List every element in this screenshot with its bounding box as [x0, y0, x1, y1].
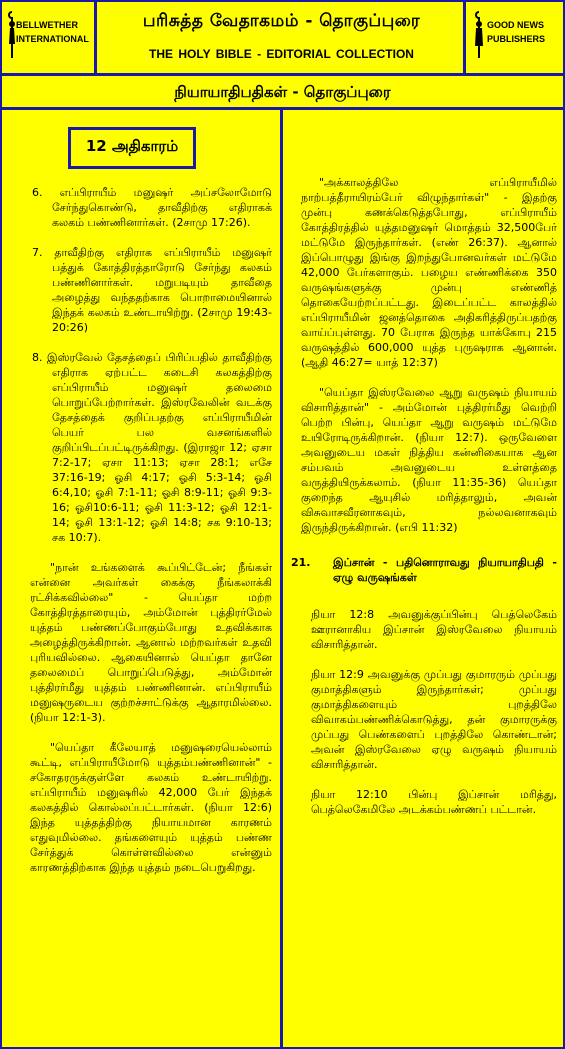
right-column	[291, 113, 557, 832]
title-tamil: பரிசுத்த வேதாகமம் - தொகுப்புரை	[142, 11, 421, 31]
paragraph-quote-2: "யெப்தா கீலேயாத் மனுஷரையெல்லாம் கூட்டி, எப்பிராயீமோடு யுத்தம்பண்ணினான்" - சகோதரருக்குள்ளே கலகம் உண்டாயிற்று. எப்பிராயீம் மனுஷரில் 42,000 பேர் இந்தக் கலகத்தில் கொல்லப்பட்டார்கள். (நியா 12:6) இந்த யுத்தத்திற்கு நியாயமான காரணம் எதுவுமில்லை. தங்களையும் யுத்தம் பண்ண சேர்த்துக் கொள்ளவில்லை என்னும் காரணத்திற்காக இந்த யுத்தம் நடைபெறுகிறது.	[30, 741, 272, 874]
section-title: இப்சான் - பதினொராவது நியாயாதிபதி - ஏழு வருஷங்கள்	[333, 556, 557, 584]
paragraph-7: 7. தாவீதிற்கு எதிராக எப்பிராயீம் மனுஷர் பத்துக் கோத்திரத்தாரோடு சேர்ந்து கலகம் பண்ணினார்கள். மறுபடியும் தாவீதை அழைத்து வந்ததற்காக பொறாமையினால் இந்தக் கலகம் உண்டாயிற்று. (2சாமு 19:43-20:26)	[32, 246, 272, 334]
bellwether-logo	[2, 2, 97, 73]
title-box	[100, 2, 466, 73]
paragraph-8: 8. இஸ்ரவேல் தேசத்தைப் பிரிப்பதில் தாவீதிற்கு எதிராக ஏற்பட்ட கடைசி கலகத்திற்கு எப்பிராயீம் மனுஷர் தலைமை பொறுப்பேற்றார்கள். இஸ்ரவேலின் வடக்கு தேசத்தைக் குறிப்பதற்கு எப்பிராயீமின் பெயர் பல வசனங்களில் குறிப்பிடப்பட்டிருக்கிறது. (இராஜா 12; ஏசா 7:2-17; ஏசா 11:13; ஏசா 28:1; எசே 37:16-19; ஓசி 4:17; ஓசி 5:3-14; ஓசி 6:4,10; ஓசி 7:1-11; ஓசி 8:9-11; ஓசி 9:3-16; ஓசி10:6-11; ஓசி 11:3-12; ஓசி 12:1-14; ஓசி 13:1-12; ஓசி 14:8; சக 9:10-13; சக 10:7).	[32, 351, 272, 544]
verse-12-10: நியா 12:10 பின்பு இப்சான் மரித்து, பெத்லெகேமிலே அடக்கம்பண்ணப் பட்டான்.	[311, 788, 557, 816]
paragraph-quote-3: "அக்காலத்திலே எப்பிராயீமில் நாற்பத்தீராயிரம்பேர் விழுந்தார்கள்" - இதற்கு முன்பு கணக்கெடுத்தபோது, எப்பிராயீம் கோத்திரத்தில் யுத்தமனுஷர் மொத்தம் 32,500பேர் மட்டுமே இருந்தார்கள். (எண் 26:37). ஆனால் இப்பொழுது இங்கு இறந்துபோனவர்கள் மட்டுமே 42,000 பேர்களாகும். பழைய எண்ணிக்கை 350 வருஷங்களுக்கு முன்பு எண்ணித் தொகையேற்றப்பட்டது. இடைப்பட்ட காலத்தில் எப்பிராயீமின் ஜனத்தொகை அதிகரித்திருப்பதற்கு வாய்ப்புள்ளது. 70 பேராக இருந்த யாக்கோபு 215 வருஷத்தில் 600,000 யுத்த புருஷராக ஆனான். (ஆதி 46:27= யாத் 12:37)	[301, 176, 557, 369]
paragraph-quote-1: "நான் உங்களைக் கூப்பிட்டேன்; நீங்கள் என்னை அவர்கள் கைக்கு நீங்கலாக்கி ரட்சிக்கவில்லை" - யெப்தா மற்ற கோத்திரத்தாரையும், அம்மோன் புத்திரர்மேல் யுத்தம் பண்ணப்போகும்போது உதவிக்காக அழைத்திருக்கிறான். ஆனால் மற்றவர்கள் உதவி புரியவில்லை. ஆகையினால் யெப்தா தானே தலைமைப் பொறுப்பெடுத்து, அம்மோன் புத்திரர்மீது யுத்தம் பண்ணினான். எப்பிராயீம் மனுஷருடைய குற்றச்சாட்டுக்கு ஆதாரமில்லை. (நியா 12:1-3).	[30, 561, 272, 724]
shepherd-staff-icon	[472, 10, 486, 60]
chapter-label: 12 அதிகாரம்	[68, 127, 196, 169]
good-news-logo	[469, 2, 563, 73]
logo-right-line2: PUBLISHERS	[487, 34, 546, 44]
left-column	[10, 113, 272, 890]
logo-right-line1: GOOD NEWS	[487, 20, 545, 30]
verse-12-9: நியா 12:9 அவனுக்கு முப்பது குமாரரும் முப்பது குமாத்திகளும் இருந்தார்கள்; முப்பது குமாத்திகளையும் புறத்திலே விவாகம்பண்ணிக்கொடுத்து, தன் குமாரருக்கு முப்பது பெண்களைப் புறத்திலே கொண்டான்; அவன் இஸ்ரவேலை ஏழு வருஷம் நியாயம் விசாரித்தான்.	[311, 668, 557, 771]
book-subtitle: நியாயாதிபதிகள் - தொகுப்புரை	[2, 76, 563, 110]
verse-12-8: நியா 12:8 அவனுக்குப்பின்பு பெத்லெகேம் ஊரானாகிய இப்சான் இஸ்ரவேலை நியாயம் விசாரித்தான்.	[311, 608, 557, 651]
column-divider	[280, 110, 283, 1047]
logo-left-line1: BELLWETHER	[16, 20, 78, 30]
section-heading	[291, 555, 557, 585]
header	[2, 2, 563, 76]
title-english: THE HOLY BIBLE - EDITORIAL COLLECTION	[149, 47, 414, 61]
paragraph-6: 6. எப்பிராயீம் மனுஷர் அப்சலோமோடு சேர்ந்துகொண்டு, தாவீதிற்கு எதிராகக் கலகம் பண்ணினார்கள். (2சாமு 17:26).	[32, 186, 272, 229]
paragraph-quote-4: "யெப்தா இஸ்ரவேலை ஆறு வருஷம் நியாயம் விசாரித்தான்" - அம்மோன் புத்திரர்மீது வெற்றி பெற்ற பின்பு, யெப்தா ஆறு வருஷம் மட்டுமே உயிரோடிருக்கிறான். (நியா 12:7). ஒருவேளை அவனுடைய மகள் நித்திய கன்னிகையாக ஆன சம்பவம் அவனுடைய உள்ளத்தை வருத்தியிருக்கலாம். (நியா 11:35-36) யெப்தா குறைந்த ஆயுசில் மரித்தாலும், அவன் விசுவாசவீரனாகவும், நல்லவனாகவும் இருந்திருக்கிறான். (எபி 11:32)	[301, 386, 557, 534]
logo-left-line2: INTERNATIONAL	[16, 34, 89, 44]
section-number: 21.	[291, 556, 311, 569]
